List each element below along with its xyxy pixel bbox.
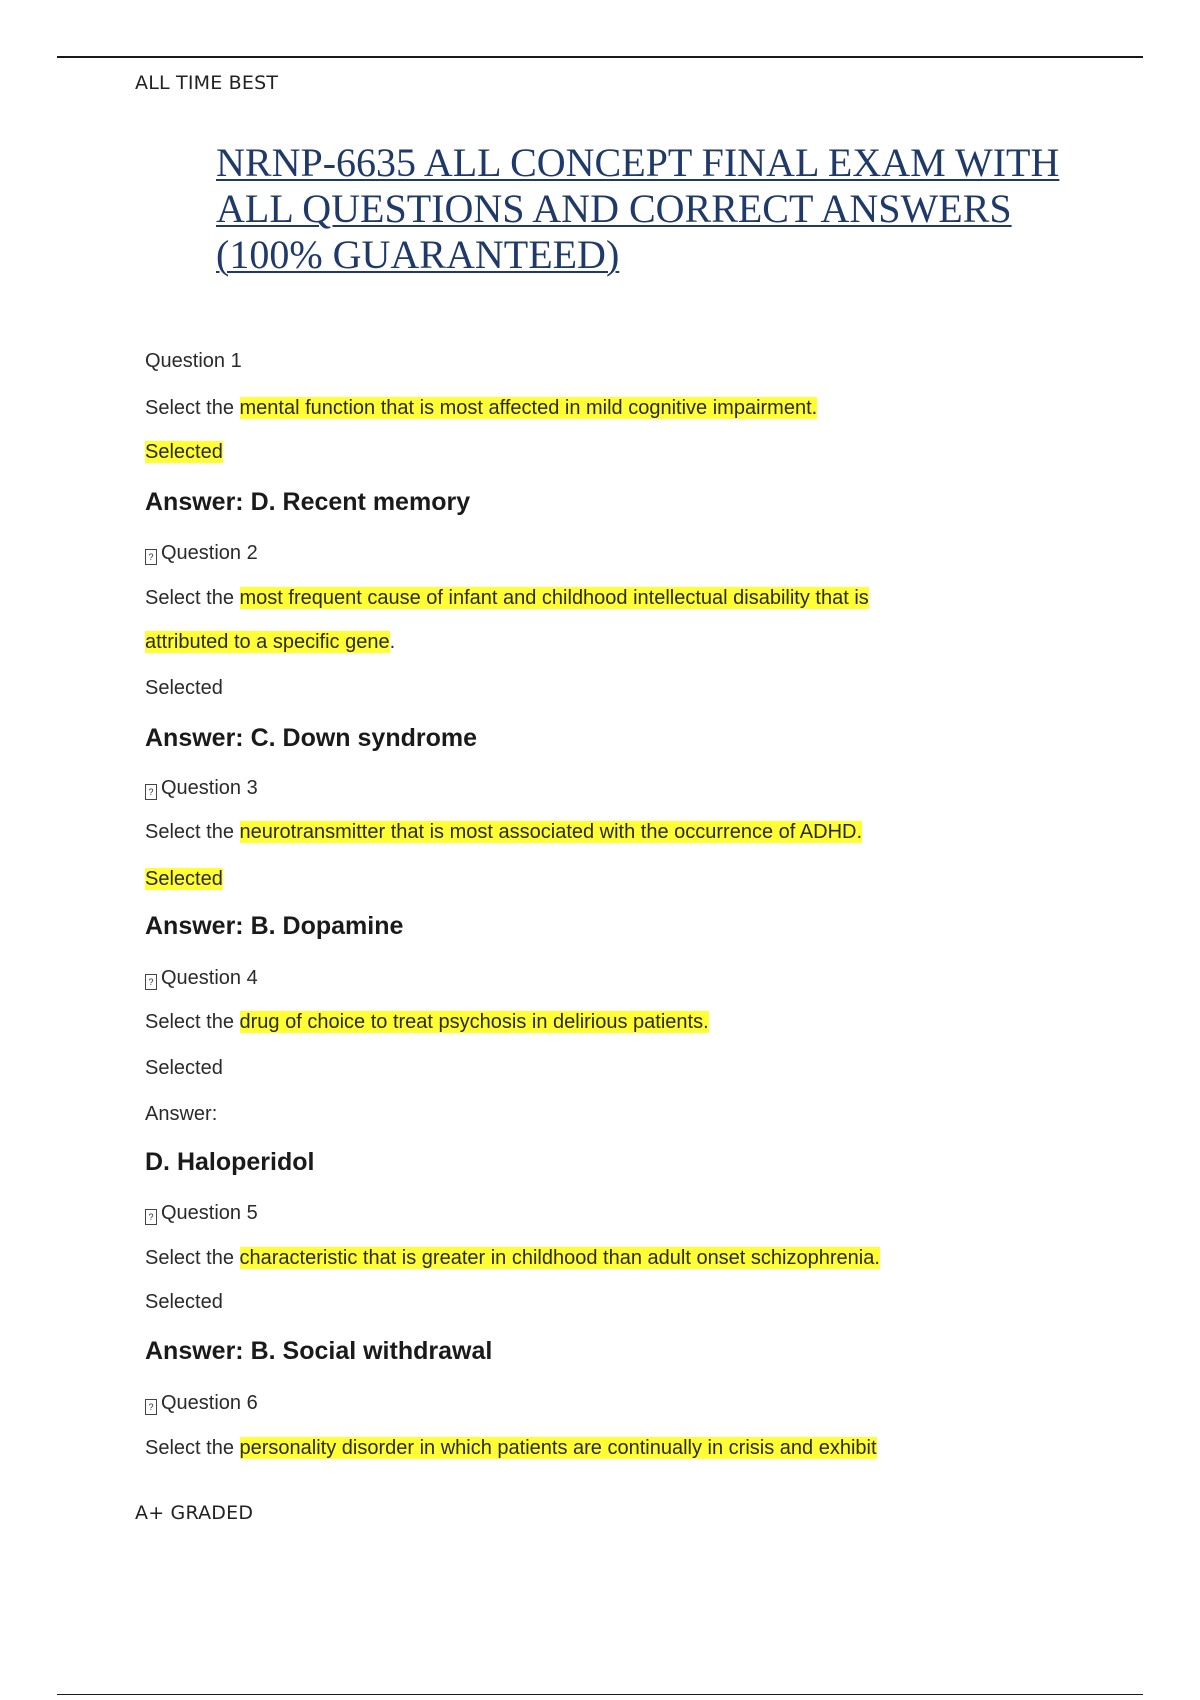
header-text: ALL TIME BEST [135,72,279,94]
question-highlight: neurotransmitter that is most associated with the occurrence of ADHD. [239,821,863,843]
question-prefix: Select the [145,587,240,609]
question-label: Question 1 [145,350,242,372]
question-text [145,1009,709,1035]
question-label: Question 4 [161,967,258,989]
answer-text: Answer: D. Recent memory [145,488,471,516]
checkbox-icon: ? [145,1399,157,1415]
question-text [145,1245,880,1271]
question-label: Question 2 [161,542,258,564]
question-prefix: Select the [145,397,240,419]
question-highlight: attributed to a specific gene [145,631,390,653]
question-highlight: most frequent cause of infant and childhood intellectual disability that is [239,587,869,609]
selected-label [145,439,223,465]
question-suffix: . [389,631,396,653]
checkbox-icon: ? [145,1209,157,1225]
question-text [145,395,817,421]
question-label-row [145,965,258,991]
document-title: NRNP-6635 ALL CONCEPT FINAL EXAM WITH ALL QUESTIONS AND CORRECT ANSWERS (100% GUARANTEED) [216,140,1060,277]
header-rule [57,56,1143,58]
answer-text: Answer: B. Dopamine [145,912,404,940]
question-prefix: Select the [145,1011,240,1033]
question-label-row [145,1390,258,1416]
selected-label [145,866,223,892]
selected-label: Selected [145,1291,223,1313]
footer-text: A+ GRADED [135,1502,254,1524]
question-prefix: Select the [145,821,240,843]
question-label: Question 6 [161,1392,258,1414]
question-highlight: mental function that is most affected in mild cognitive impairment. [239,397,818,419]
question-label-row [145,1200,258,1226]
question-text-cont [145,629,395,655]
answer-text: Answer: B. Social withdrawal [145,1337,493,1365]
question-highlight: characteristic that is greater in childhood than adult onset schizophrenia. [239,1247,880,1269]
checkbox-icon: ? [145,974,157,990]
question-text [145,819,862,845]
selected-label: Selected [145,677,223,699]
question-highlight: drug of choice to treat psychosis in delirious patients. [239,1011,709,1033]
question-label-row [145,540,258,566]
question-text [145,1435,877,1461]
checkbox-icon: ? [145,784,157,800]
checkbox-icon: ? [145,549,157,565]
question-label: Question 5 [161,1202,258,1224]
selected-label: Selected [145,1057,223,1079]
selected-highlight: Selected [145,868,223,890]
answer-label: Answer: [145,1103,218,1125]
question-label-row [145,775,258,801]
question-prefix: Select the [145,1437,240,1459]
selected-highlight: Selected [145,441,223,463]
question-highlight: personality disorder in which patients are continually in crisis and exhibit [239,1437,877,1459]
question-prefix: Select the [145,1247,240,1269]
answer-text: D. Haloperidol [145,1148,315,1176]
question-text [145,585,869,611]
answer-text: Answer: C. Down syndrome [145,724,477,752]
footer-rule [57,1694,1143,1695]
question-label: Question 3 [161,777,258,799]
